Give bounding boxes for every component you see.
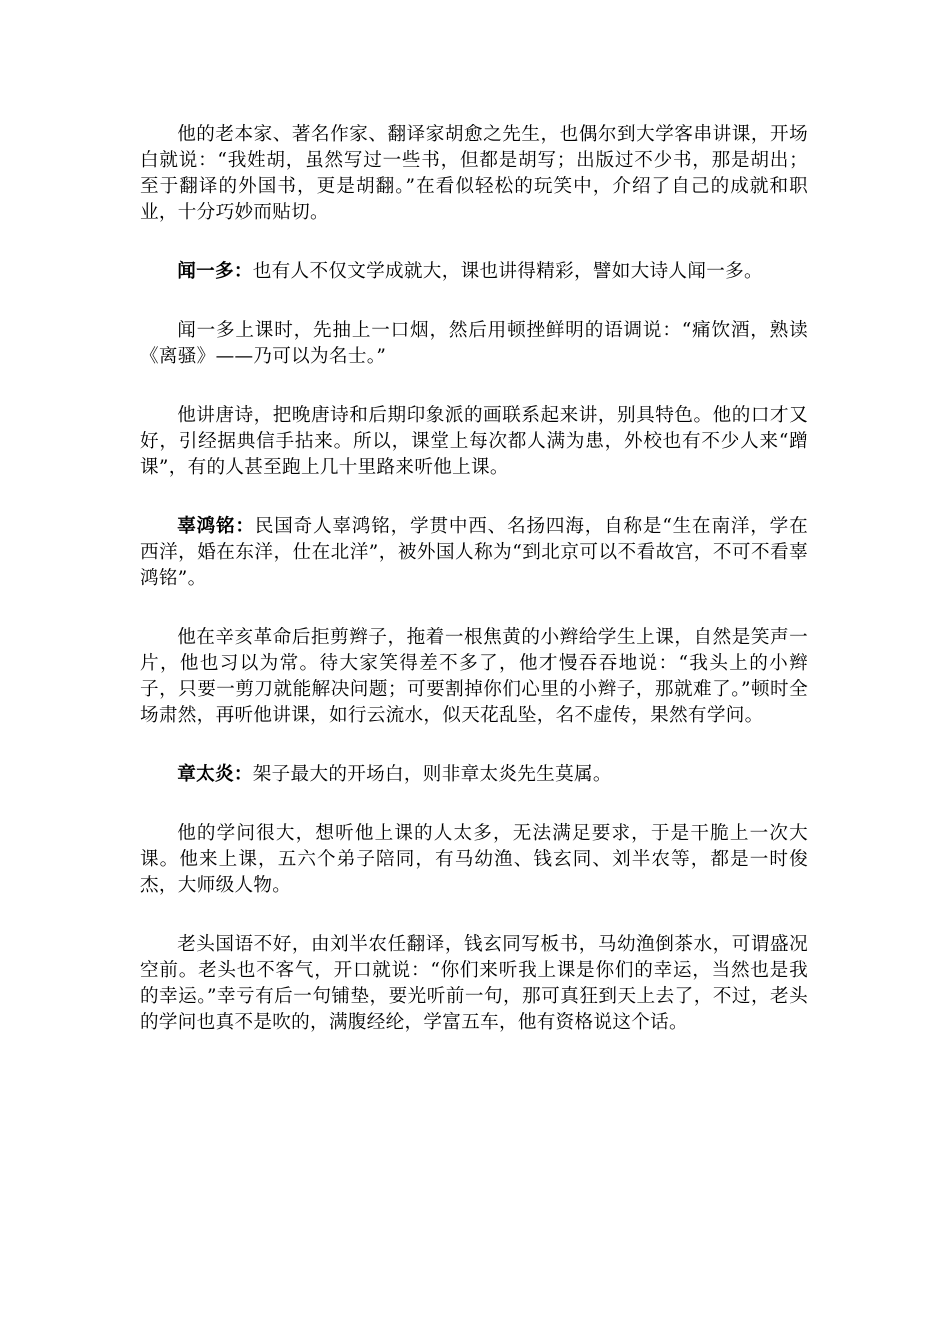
paragraph-text: 他讲唐诗，把晚唐诗和后期印象派的画联系起来讲，别具特色。他的口才又好，引经据典信手拈来。所以，课堂上每次都人满为患，外校也有不少人来“蹭课”，有的人甚至跑上几十里路来听他上课。 bbox=[140, 405, 808, 478]
paragraph-zhang-taiyan-opening bbox=[140, 932, 808, 1036]
paragraph-text: 架子最大的开场白，则非章太炎先生莫属。 bbox=[252, 764, 612, 785]
person-name-heading: 章太炎： bbox=[177, 764, 253, 785]
paragraph-zhang-taiyan-intro bbox=[140, 762, 808, 788]
paragraph-gu-hongming-intro bbox=[140, 514, 808, 592]
paragraph-text: 老头国语不好，由刘半农任翻译，钱玄同写板书，马幼渔倒茶水，可谓盛况空前。老头也不客气，开口就说：“你们来听我上课是你们的幸运，当然也是我的幸运。”幸亏有后一句铺垫，要光听前一句，那可真狂到天上去了，不过，老头的学问也真不是吹的，满腹经纶，学富五车，他有资格说这个话。 bbox=[140, 934, 808, 1033]
paragraph-text: 也有人不仅文学成就大，课也讲得精彩，譬如大诗人闻一多。 bbox=[252, 261, 763, 282]
paragraph-hu-yuzhi bbox=[140, 122, 808, 226]
paragraph-zhang-taiyan-lecture bbox=[140, 821, 808, 899]
paragraph-text: 他在辛亥革命后拒剪辫子，拖着一根焦黄的小辫给学生上课，自然是笑声一片，他也习以为常。待大家笑得差不多了，他才慢吞吞地说：“我头上的小辫子，只要一剪刀就能解决问题；可要割掉你们心里的小辫子，那就难了。”顿时全场肃然，再听他讲课，如行云流水，似天花乱坠，名不虚传，果然有学问。 bbox=[140, 627, 808, 726]
paragraph-wen-yiduo-class bbox=[140, 318, 808, 370]
paragraph-gu-hongming-queue bbox=[140, 625, 808, 729]
person-name-heading: 辜鸿铭： bbox=[177, 516, 255, 537]
paragraph-text: 他的老本家、著名作家、翻译家胡愈之先生，也偶尔到大学客串讲课，开场白就说：“我姓胡，虽然写过一些书，但都是胡写；出版过不少书，那是胡出；至于翻译的外国书，更是胡翻。”在看似轻松的玩笑中，介绍了自己的成就和职业，十分巧妙而贴切。 bbox=[140, 124, 808, 223]
paragraph-text: 他的学问很大，想听他上课的人太多，无法满足要求，于是干脆上一次大课。他来上课，五六个弟子陪同，有马幼渔、钱玄同、刘半农等，都是一时俊杰，大师级人物。 bbox=[140, 823, 808, 896]
paragraph-text: 民国奇人辜鸿铭，学贯中西、名扬四海，自称是“生在南洋，学在西洋，婚在东洋，仕在北洋”，被外国人称为“到北京可以不看故宫，不可不看辜鸿铭”。 bbox=[140, 516, 808, 589]
paragraph-wen-yiduo-intro bbox=[140, 259, 808, 285]
person-name-heading: 闻一多： bbox=[177, 261, 253, 282]
paragraph-wen-yiduo-tang-poetry bbox=[140, 403, 808, 481]
paragraph-text: 闻一多上课时，先抽上一口烟，然后用顿挫鲜明的语调说：“痛饮酒，熟读《离骚》——乃可以为名士。” bbox=[140, 320, 808, 367]
article-body bbox=[140, 122, 808, 1069]
